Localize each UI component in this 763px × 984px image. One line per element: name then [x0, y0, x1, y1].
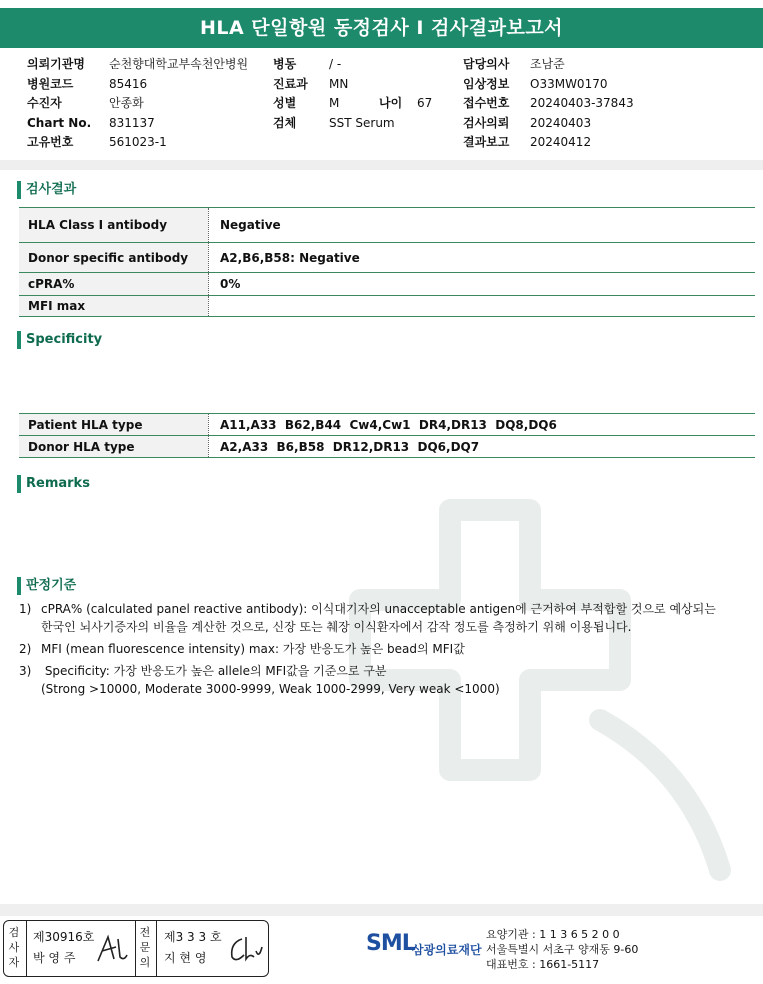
- table-row: [19, 243, 755, 273]
- row-label: MFI max: [19, 296, 208, 316]
- row-value: [208, 296, 755, 316]
- info-row: [463, 94, 634, 114]
- info-value: 순천향대학교부속천안병원: [109, 57, 249, 71]
- info-value: / -: [329, 57, 342, 71]
- info-row: [463, 114, 634, 134]
- item-text: [41, 600, 749, 636]
- info-value: 20240403-37843: [530, 96, 634, 110]
- row-label: Patient HLA type: [19, 414, 208, 435]
- item-text: [41, 662, 749, 698]
- table-row: [19, 436, 755, 458]
- section-title-results: 검사결과: [17, 181, 76, 199]
- info-value: 안종화: [109, 96, 144, 110]
- row-value: Negative: [208, 208, 755, 242]
- info-value: M: [329, 96, 340, 110]
- specialist-signature-icon: [226, 933, 264, 965]
- row-value: A11,A33 B62,B44 Cw4,Cw1 DR4,DR13 DQ8,DQ6: [208, 414, 755, 435]
- item-line: cPRA% (calculated panel reactive antibody): 이식대기자의 unacceptable antigen에 근거하여 부적합할 것으로 예상되는: [41, 602, 716, 616]
- info-value: MN: [329, 76, 349, 91]
- divider: [135, 921, 136, 976]
- row-label: cPRA%: [19, 273, 208, 295]
- info-row: [27, 133, 248, 153]
- info-row: [27, 114, 248, 134]
- institution-phone: 대표번호 : 1661-5117: [486, 958, 600, 971]
- hla-table: [19, 413, 755, 458]
- info-key: Chart No.: [27, 115, 92, 130]
- info-key: 성별: [273, 96, 297, 110]
- info-key: 검사의뢰: [463, 115, 510, 130]
- institution-code: 요양기관 : 1 1 3 6 5 2 0 0: [486, 928, 620, 941]
- row-label: Donor HLA type: [19, 436, 208, 457]
- info-key: 수진자: [27, 96, 62, 110]
- footer-divider: [0, 904, 763, 916]
- info-key: 임상정보: [463, 76, 510, 91]
- examiner-label: [7, 925, 21, 970]
- row-value: A2,A33 B6,B58 DR12,DR13 DQ6,DQ7: [208, 436, 755, 457]
- info-value: 20240412: [530, 135, 592, 149]
- info-value: 561023-1: [109, 135, 167, 149]
- logo-abbr: SML: [366, 931, 415, 956]
- item-number: 1): [19, 602, 32, 616]
- label-char: 자: [8, 956, 20, 969]
- section-title-specificity: Specificity: [17, 331, 102, 349]
- results-table: [19, 207, 755, 317]
- row-value: A2,B6,B58: Negative: [208, 243, 755, 272]
- info-column-2: [273, 55, 432, 133]
- info-key: 나이: [379, 96, 403, 110]
- row-label: HLA Class I antibody: [19, 208, 208, 242]
- info-row: [273, 114, 432, 134]
- info-row: [27, 75, 248, 95]
- info-row: [27, 55, 248, 75]
- info-value: 85416: [109, 76, 148, 91]
- label-char: 사: [8, 941, 20, 954]
- list-item: [19, 640, 749, 658]
- info-row: [273, 94, 432, 114]
- info-row: [463, 75, 634, 95]
- info-key: 검체: [273, 115, 297, 130]
- info-value: 조남준: [530, 57, 565, 71]
- examiner-signature-icon: [94, 933, 130, 965]
- table-row: [19, 414, 755, 436]
- label-char: 검: [8, 926, 20, 939]
- info-column-3: [463, 55, 634, 153]
- row-label: Donor specific antibody: [19, 243, 208, 272]
- criteria-list: [19, 600, 749, 702]
- item-line: MFI (mean fluorescence intensity) max: 가장 반응도가 높은 bead의 MFI값: [41, 642, 465, 656]
- info-key: 병동: [273, 57, 297, 71]
- label-char: 의: [139, 956, 151, 969]
- info-row: [27, 94, 248, 114]
- info-key: 진료과: [273, 76, 308, 91]
- divider: [26, 921, 27, 976]
- table-row: [19, 296, 755, 317]
- info-row: [463, 55, 634, 75]
- section-title-criteria: 판정기준: [17, 577, 76, 595]
- info-row: [273, 75, 432, 95]
- list-item: [19, 662, 749, 698]
- row-value: 0%: [208, 273, 755, 295]
- info-key: 담당의사: [463, 57, 510, 71]
- specialist-name: 지 현 영: [164, 951, 207, 965]
- institution-info: [486, 927, 638, 972]
- item-line: Specificity: 가장 반응도가 높은 allele의 MFI값을 기준으로 구분: [41, 664, 387, 678]
- info-row: [463, 133, 634, 153]
- list-item: [19, 600, 749, 636]
- info-value: SST Serum: [329, 115, 395, 130]
- info-key: 병원코드: [27, 76, 74, 91]
- examiner-name: 박 영 주: [33, 951, 76, 965]
- label-char: 문: [139, 941, 151, 954]
- info-value: O33MW0170: [530, 76, 608, 91]
- info-key: 결과보고: [463, 135, 510, 149]
- section-divider: [0, 160, 763, 170]
- table-row: [19, 273, 755, 296]
- institution-address: 서울특별시 서초구 양재동 9-60: [486, 943, 639, 956]
- info-key: 의뢰기관명: [27, 57, 85, 71]
- report-title: HLA 단일항원 동정검사 I 검사결과보고서: [0, 8, 763, 48]
- item-line: 한국인 뇌사기증자의 비율을 계산한 것으로, 신장 또는 췌장 이식환자에서 감작 정도를 측정하기 위해 이용됩니다.: [41, 620, 632, 634]
- item-text: [41, 640, 749, 658]
- info-value: 67: [417, 96, 433, 110]
- section-title-remarks: Remarks: [17, 475, 90, 493]
- item-line: (Strong >10000, Moderate 3000-9999, Weak 1000-2999, Very weak <1000): [41, 682, 500, 696]
- table-row: [19, 208, 755, 243]
- item-number: 2): [19, 642, 32, 656]
- specialist-label: [138, 925, 152, 970]
- examiner-license: 제30916호: [33, 930, 95, 944]
- info-row: [273, 55, 432, 75]
- specialist-license: 제3 3 3 호: [164, 930, 222, 944]
- info-column-1: [27, 55, 248, 153]
- item-number: 3): [19, 664, 32, 678]
- info-value: 20240403: [530, 115, 592, 130]
- divider: [156, 921, 157, 976]
- logo-name: 삼광의료재단: [412, 943, 482, 957]
- info-key: 고유번호: [27, 135, 74, 149]
- label-char: 전: [139, 926, 151, 939]
- info-key: 접수번호: [463, 96, 510, 110]
- info-value: 831137: [109, 115, 155, 130]
- signature-box: [3, 920, 269, 977]
